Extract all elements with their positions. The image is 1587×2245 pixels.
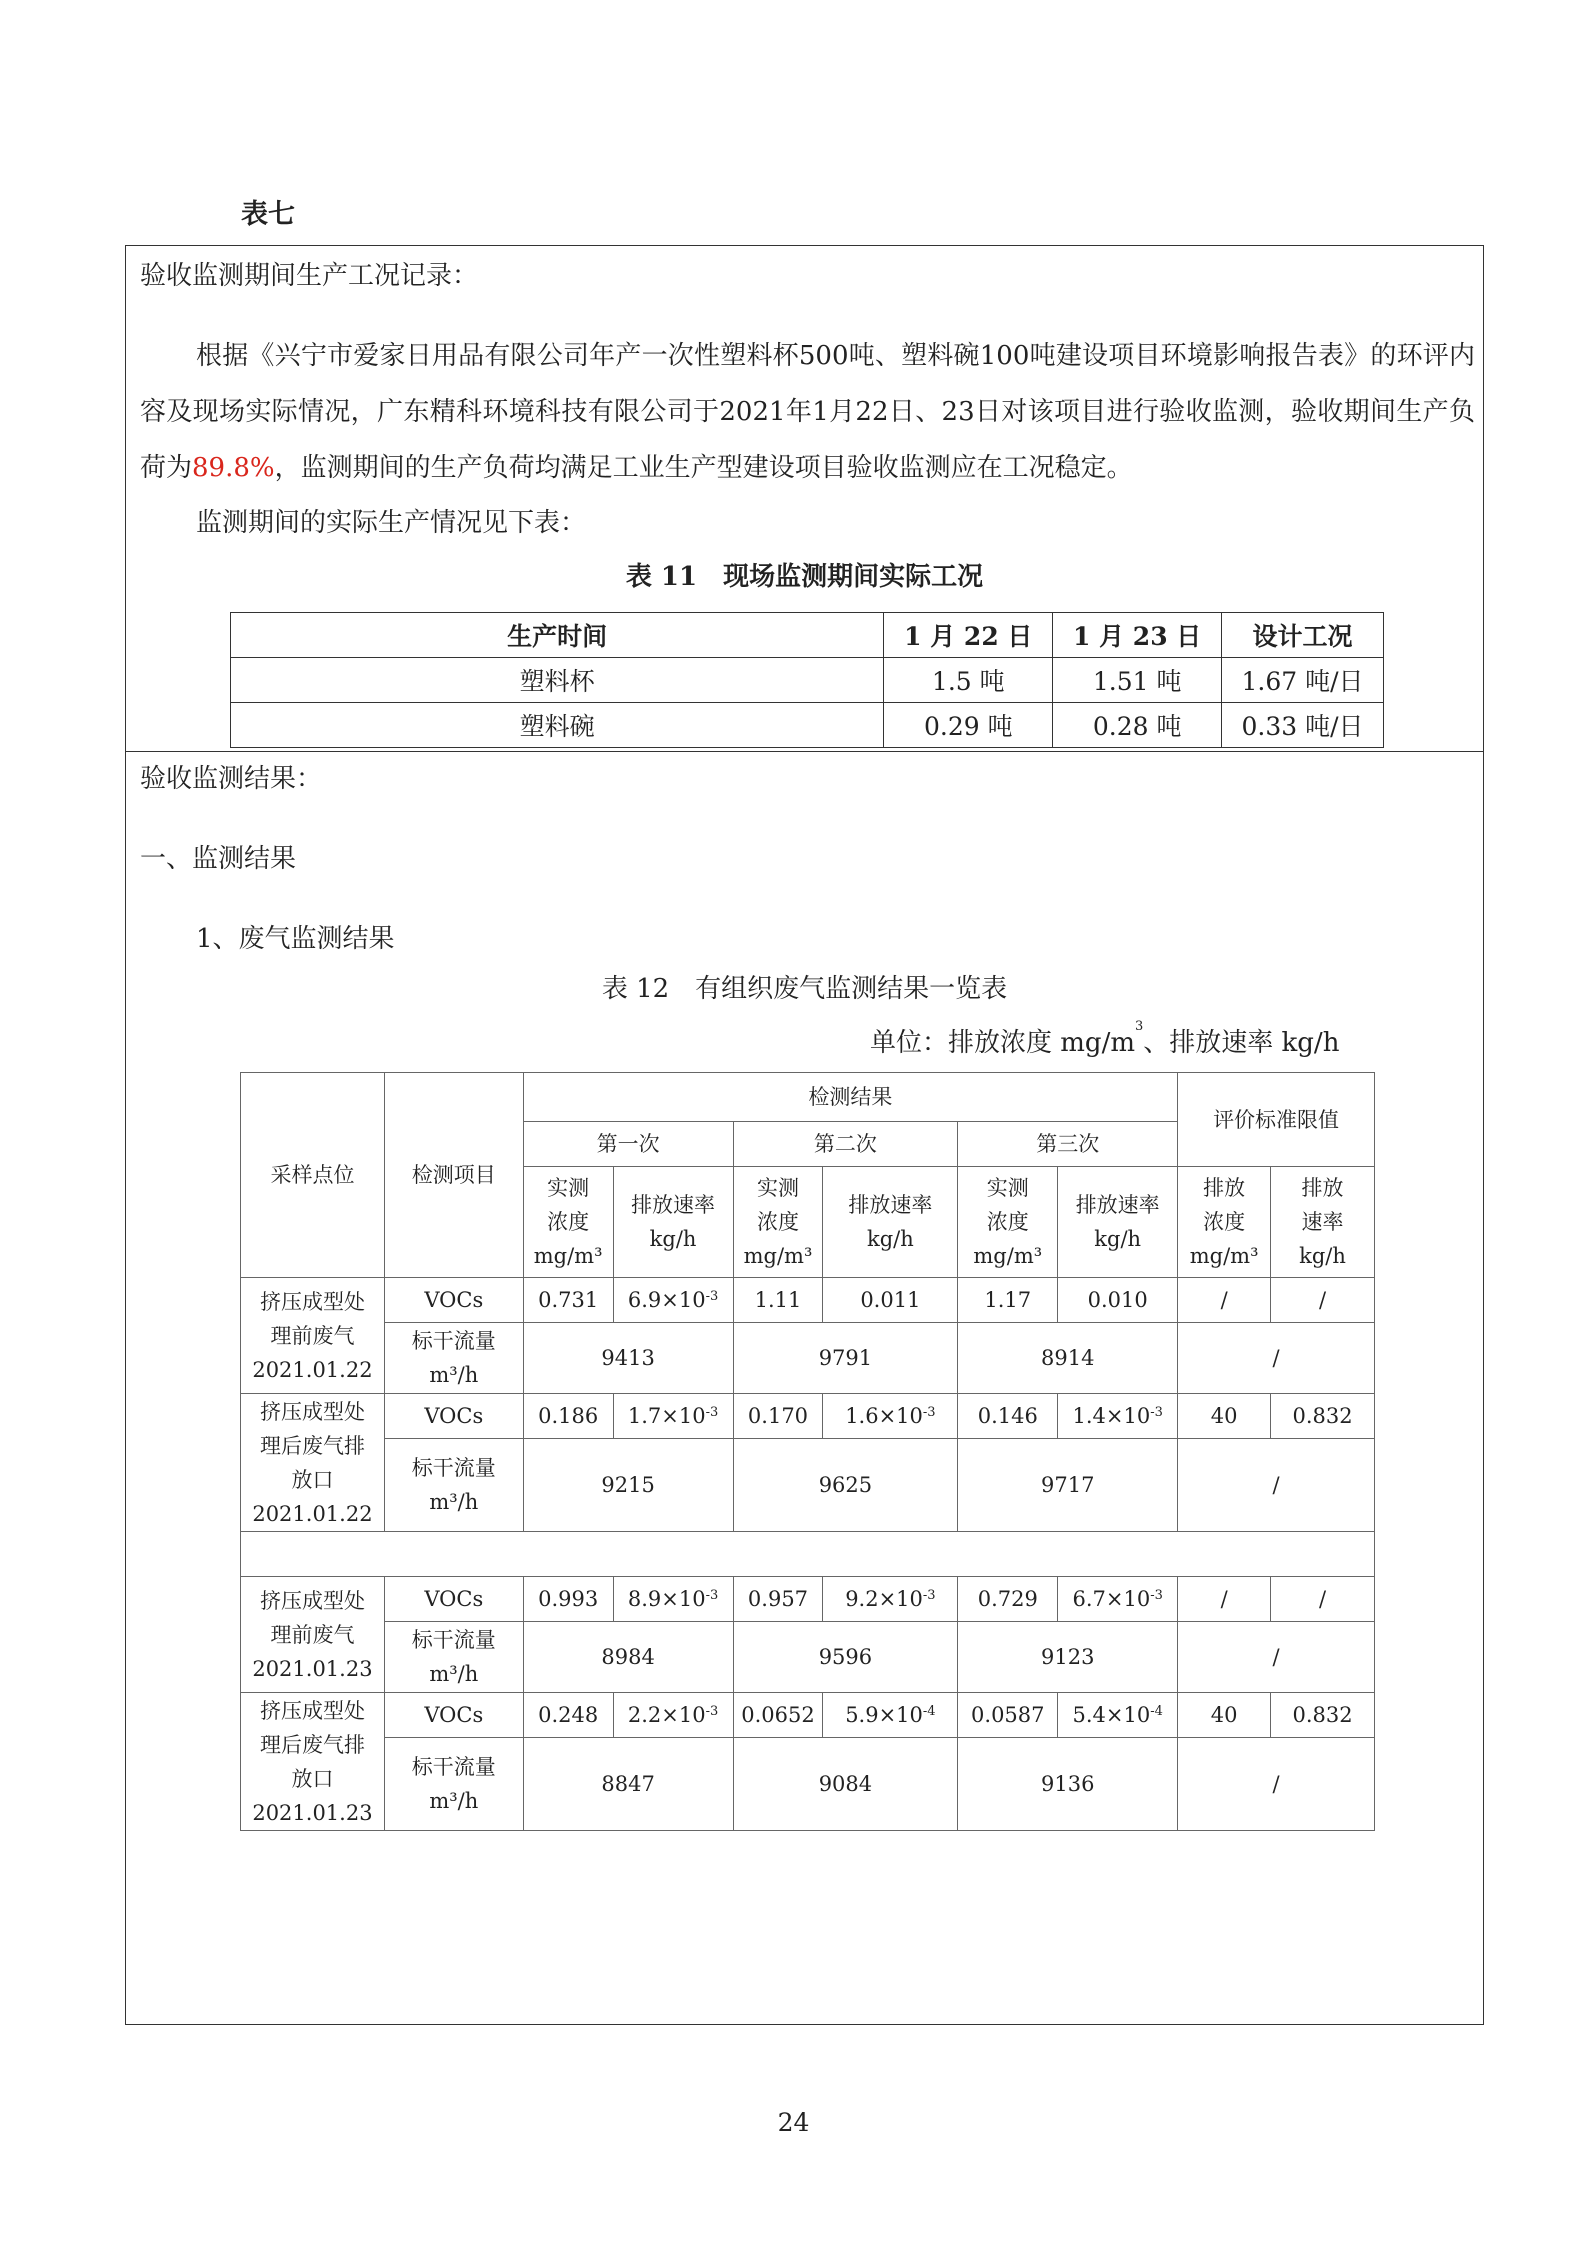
sampling-location [241,1693,385,1831]
value-exponent: -3 [922,1588,936,1603]
vocs-value [733,1394,823,1439]
vocs-value [1058,1278,1178,1323]
cell-line: 2021.01.23 [252,1656,373,1681]
cell-line: 2021.01.22 [252,1501,373,1526]
cell-line: 放口 [291,1766,334,1791]
vocs-value [958,1394,1058,1439]
cell-line: 实测 [547,1176,590,1200]
value-base: 0.011 [860,1288,921,1312]
cell-line: mg/m³ [1189,1244,1259,1268]
cell-line: kg/h [1299,1244,1346,1268]
value-base: / [1220,1288,1228,1312]
cell-line: 挤压成型处 [259,1399,365,1424]
header-measured-concentration [733,1167,823,1278]
cell-line: 2021.01.22 [252,1357,373,1382]
vocs-value [823,1394,958,1439]
flow-value [958,1622,1178,1693]
value-base: / [1318,1587,1327,1611]
value-base: 0.248 [538,1703,599,1727]
cell-text: / [1272,1645,1280,1669]
table-row [241,1693,1375,1738]
production-record-heading: 验收监测期间生产工况记录： [140,261,479,291]
cell-line: kg/h [649,1227,697,1251]
value-base: 1.17 [984,1288,1032,1312]
table-row [241,1577,1375,1622]
vocs-value [823,1278,958,1323]
cell-text: 评价标准限值 [1213,1107,1340,1132]
vocs-value [958,1693,1058,1738]
cell-line: 标干流量 [411,1456,496,1480]
value-base: 0.170 [747,1404,809,1428]
table-cell: 1.5 吨 [884,658,1053,703]
cell-text: / [1272,1346,1280,1370]
vocs-value [1058,1394,1178,1439]
subsection-1-heading: 1、废气监测结果 [196,924,395,954]
cell-line: 挤压成型处 [259,1698,365,1723]
cell-line: m³/h [429,1789,479,1813]
value-base: 1.11 [754,1288,802,1312]
vocs-value [733,1577,823,1622]
cell-line: 理前废气 [270,1323,355,1348]
table-row [241,1394,1375,1439]
vocs-label [384,1394,523,1439]
vocs-value [733,1278,823,1323]
value-exponent: -3 [705,1289,719,1304]
cell-text: 检测项目 [411,1163,496,1187]
header-measured-concentration [523,1167,613,1278]
header-standard-limit [1178,1073,1375,1167]
vocs-value [823,1693,958,1738]
cell-text: 9625 [818,1473,873,1497]
vocs-label [384,1577,523,1622]
sampling-location [241,1278,385,1394]
value-exponent: -3 [705,1704,719,1719]
flow-value [523,1738,733,1831]
cell-line: m³/h [429,1662,479,1686]
cell-text: 9084 [818,1772,873,1796]
header-second-run [733,1122,958,1167]
vocs-value [958,1577,1058,1622]
load-percentage: 89.8% [192,453,275,483]
table-cell: 0.33 吨/日 [1222,703,1384,748]
paragraph-text-after: ，监测期间的生产负荷均满足工业生产型建设项目验收监测应在工况稳定。 [274,453,1133,483]
value-exponent: -3 [922,1405,936,1420]
vocs-label [384,1693,523,1738]
spacer-row [241,1532,1375,1577]
cell-line: 浓度 [756,1210,799,1234]
vocs-value [613,1577,733,1622]
flow-value [733,1439,958,1532]
vocs-value [1178,1693,1271,1738]
cell-text: 9791 [818,1346,873,1370]
cell-line: 挤压成型处 [259,1289,365,1314]
table-row [231,658,1384,703]
cell-line: 排放 [1301,1176,1344,1200]
cell-line: 标干流量 [411,1755,496,1779]
spacer-cell [241,1532,1375,1577]
cell-text: 9717 [1041,1473,1095,1497]
flow-limit [1178,1622,1375,1693]
table-row [241,1622,1375,1693]
value-base: 5.4×10 [1072,1703,1151,1727]
table-cell: 0.29 吨 [884,703,1053,748]
product-name: 塑料碗 [231,703,884,748]
value-base: / [1220,1587,1228,1611]
frame-divider [125,751,1484,752]
table-row [241,1278,1375,1323]
vocs-value [823,1577,958,1622]
vocs-value [958,1278,1058,1323]
cell-line: kg/h [866,1227,914,1251]
cell-line: 理前废气 [270,1622,355,1647]
vocs-value [1178,1577,1271,1622]
cell-text: 8984 [601,1645,655,1669]
vocs-value [1271,1278,1375,1323]
cell-text: 9123 [1041,1645,1095,1669]
cell-text: VOCs [424,1703,484,1727]
vocs-value [523,1394,613,1439]
table-cell: 1.51 吨 [1053,658,1222,703]
header-emission-rate [1058,1167,1178,1278]
cell-line: mg/m³ [973,1244,1043,1268]
cell-text: / [1272,1772,1280,1796]
value-base: / [1318,1288,1327,1312]
flow-value [958,1439,1178,1532]
value-base: 0.731 [538,1288,599,1312]
cell-text: 第二次 [813,1132,877,1156]
product-name: 塑料杯 [231,658,884,703]
vocs-value [613,1693,733,1738]
unit-prefix: 单位：排放浓度 mg/m [870,1028,1135,1058]
vocs-value [613,1394,733,1439]
header-third-run [958,1122,1178,1167]
unit-note [870,1019,1340,1059]
vocs-value [523,1278,613,1323]
monitoring-paragraph [140,328,1475,496]
cell-line: 排放 [1203,1176,1246,1200]
cell-line: m³/h [429,1490,479,1514]
flow-value [733,1323,958,1394]
cell-line: 标干流量 [411,1329,496,1353]
value-exponent: -3 [1150,1588,1163,1603]
cell-text: 9136 [1041,1772,1095,1796]
header-emission-rate [823,1167,958,1278]
table-cell: 0.28 吨 [1053,703,1222,748]
cell-line: 理后废气排 [259,1732,365,1757]
cell-text: 9413 [601,1346,655,1370]
table12-title: 表 12 有组织废气监测结果一览表 [601,974,1008,1004]
flow-limit [1178,1439,1375,1532]
cell-line: 实测 [986,1176,1029,1200]
table11-title: 表 11 现场监测期间实际工况 [625,562,984,592]
waste-gas-results-table [240,1072,1375,1831]
flow-value [958,1323,1178,1394]
vocs-value [1058,1693,1178,1738]
value-base: 0.010 [1087,1288,1148,1312]
value-base: 40 [1210,1404,1238,1428]
header-limit-rate [1271,1167,1375,1278]
cell-line: 排放速率 [1075,1193,1160,1217]
header-measured-concentration [958,1167,1058,1278]
cell-text: VOCs [424,1587,484,1611]
cell-text: 9215 [601,1473,655,1497]
cell-line: 挤压成型处 [259,1588,365,1613]
value-base: 2.2×10 [627,1703,706,1727]
value-base: 8.9×10 [627,1587,706,1611]
value-base: 9.2×10 [845,1587,923,1611]
vocs-value [1178,1394,1271,1439]
vocs-value [1271,1693,1375,1738]
value-base: 0.146 [977,1404,1038,1428]
flow-limit [1178,1738,1375,1831]
flow-label [384,1622,523,1693]
header-test-results [523,1073,1177,1122]
cell-line: 排放速率 [848,1193,933,1217]
value-base: 6.7×10 [1072,1587,1151,1611]
value-base: 0.832 [1292,1404,1353,1428]
cell-line: 排放速率 [631,1193,716,1217]
vocs-value [523,1693,613,1738]
sampling-location [241,1577,385,1693]
table-row [241,1323,1375,1394]
header-production-time: 生产时间 [231,613,884,658]
header-test-item [384,1073,523,1278]
cell-line: 标干流量 [411,1628,496,1652]
table-cell: 1.67 吨/日 [1222,658,1384,703]
flow-value [523,1439,733,1532]
header-sampling-point [241,1073,385,1278]
value-base: 0.0652 [741,1703,815,1727]
cell-line: mg/m³ [743,1244,813,1268]
vocs-value [613,1278,733,1323]
value-base: 0.832 [1292,1703,1353,1727]
header-date-jan22: 1 月 22 日 [884,613,1053,658]
cell-text: 检测结果 [808,1085,893,1109]
value-base: 40 [1210,1703,1238,1727]
vocs-value [1058,1577,1178,1622]
value-base: 1.7×10 [627,1404,706,1428]
header-design-capacity: 设计工况 [1222,613,1384,658]
cell-text: 采样点位 [270,1163,355,1187]
value-base: 0.957 [747,1587,809,1611]
value-exponent: -3 [1150,1405,1163,1420]
vocs-label [384,1278,523,1323]
page-number: 24 [777,2108,810,2137]
vocs-value [733,1693,823,1738]
value-base: 5.9×10 [845,1703,923,1727]
flow-value [733,1622,958,1693]
cell-text: VOCs [424,1288,484,1312]
table-row [231,703,1384,748]
paragraph-text-before: 根据《兴宁市爱家日用品有限公司年产一次性塑料杯500吨、塑料碗100吨建设项目环境影响报告表》的环评内容及现场实际情况，广东精科环境科技有限公司于2021年1月22日、23日对该项目进行验收监测，验收期间生产负荷为 [140,341,1475,483]
value-base: 0.993 [538,1587,599,1611]
section-1-heading: 一、监测结果 [140,844,297,874]
flow-label [384,1323,523,1394]
cell-text: VOCs [424,1404,484,1428]
cell-text: 8847 [601,1772,655,1796]
flow-label [384,1439,523,1532]
header-first-run [523,1122,733,1167]
header-emission-rate [613,1167,733,1278]
value-exponent: -3 [705,1588,719,1603]
flow-limit [1178,1323,1375,1394]
cell-line: m³/h [429,1363,479,1387]
flow-value [523,1323,733,1394]
header-date-jan23: 1 月 23 日 [1053,613,1222,658]
flow-label [384,1738,523,1831]
cell-line: 速率 [1301,1210,1344,1234]
vocs-value [1271,1394,1375,1439]
cell-text: 第三次 [1036,1132,1100,1156]
vocs-value [523,1577,613,1622]
cell-line: 放口 [291,1467,334,1492]
section-title: 表七 [241,199,295,230]
flow-value [733,1738,958,1831]
vocs-value [1178,1278,1271,1323]
table-row [241,1738,1375,1831]
value-base: 0.729 [977,1587,1038,1611]
cell-line: 浓度 [1203,1210,1246,1234]
cell-text: / [1272,1473,1280,1497]
cell-line: 2021.01.23 [252,1800,373,1825]
value-base: 6.9×10 [627,1288,706,1312]
value-exponent: -4 [922,1704,936,1719]
flow-value [958,1738,1178,1831]
table-row [241,1439,1375,1532]
unit-suffix: 、排放速率 kg/h [1143,1028,1340,1058]
cell-text: 9596 [818,1645,873,1669]
cell-line: 实测 [756,1176,799,1200]
value-exponent: -4 [1150,1704,1163,1719]
cell-line: 浓度 [986,1210,1029,1234]
cell-line: 浓度 [547,1210,590,1234]
header-row [241,1073,1375,1122]
cell-line: mg/m³ [533,1244,603,1268]
cell-text: 第一次 [596,1132,660,1156]
value-base: 1.4×10 [1072,1404,1151,1428]
value-base: 1.6×10 [845,1404,923,1428]
flow-value [523,1622,733,1693]
sampling-location [241,1394,385,1532]
value-base: 0.186 [538,1404,599,1428]
cell-line: kg/h [1094,1227,1142,1251]
vocs-value [1271,1577,1375,1622]
value-base: 0.0587 [971,1703,1045,1727]
results-heading: 验收监测结果： [140,764,323,794]
cell-text: 8914 [1041,1346,1095,1370]
table11-header-row [231,613,1384,658]
production-intro: 监测期间的实际生产情况见下表： [196,508,587,538]
cell-line: 理后废气排 [259,1433,365,1458]
working-conditions-table [230,612,1384,748]
unit-superscript: 3 [1134,1019,1144,1034]
header-limit-concentration [1178,1167,1271,1278]
value-exponent: -3 [705,1405,719,1420]
